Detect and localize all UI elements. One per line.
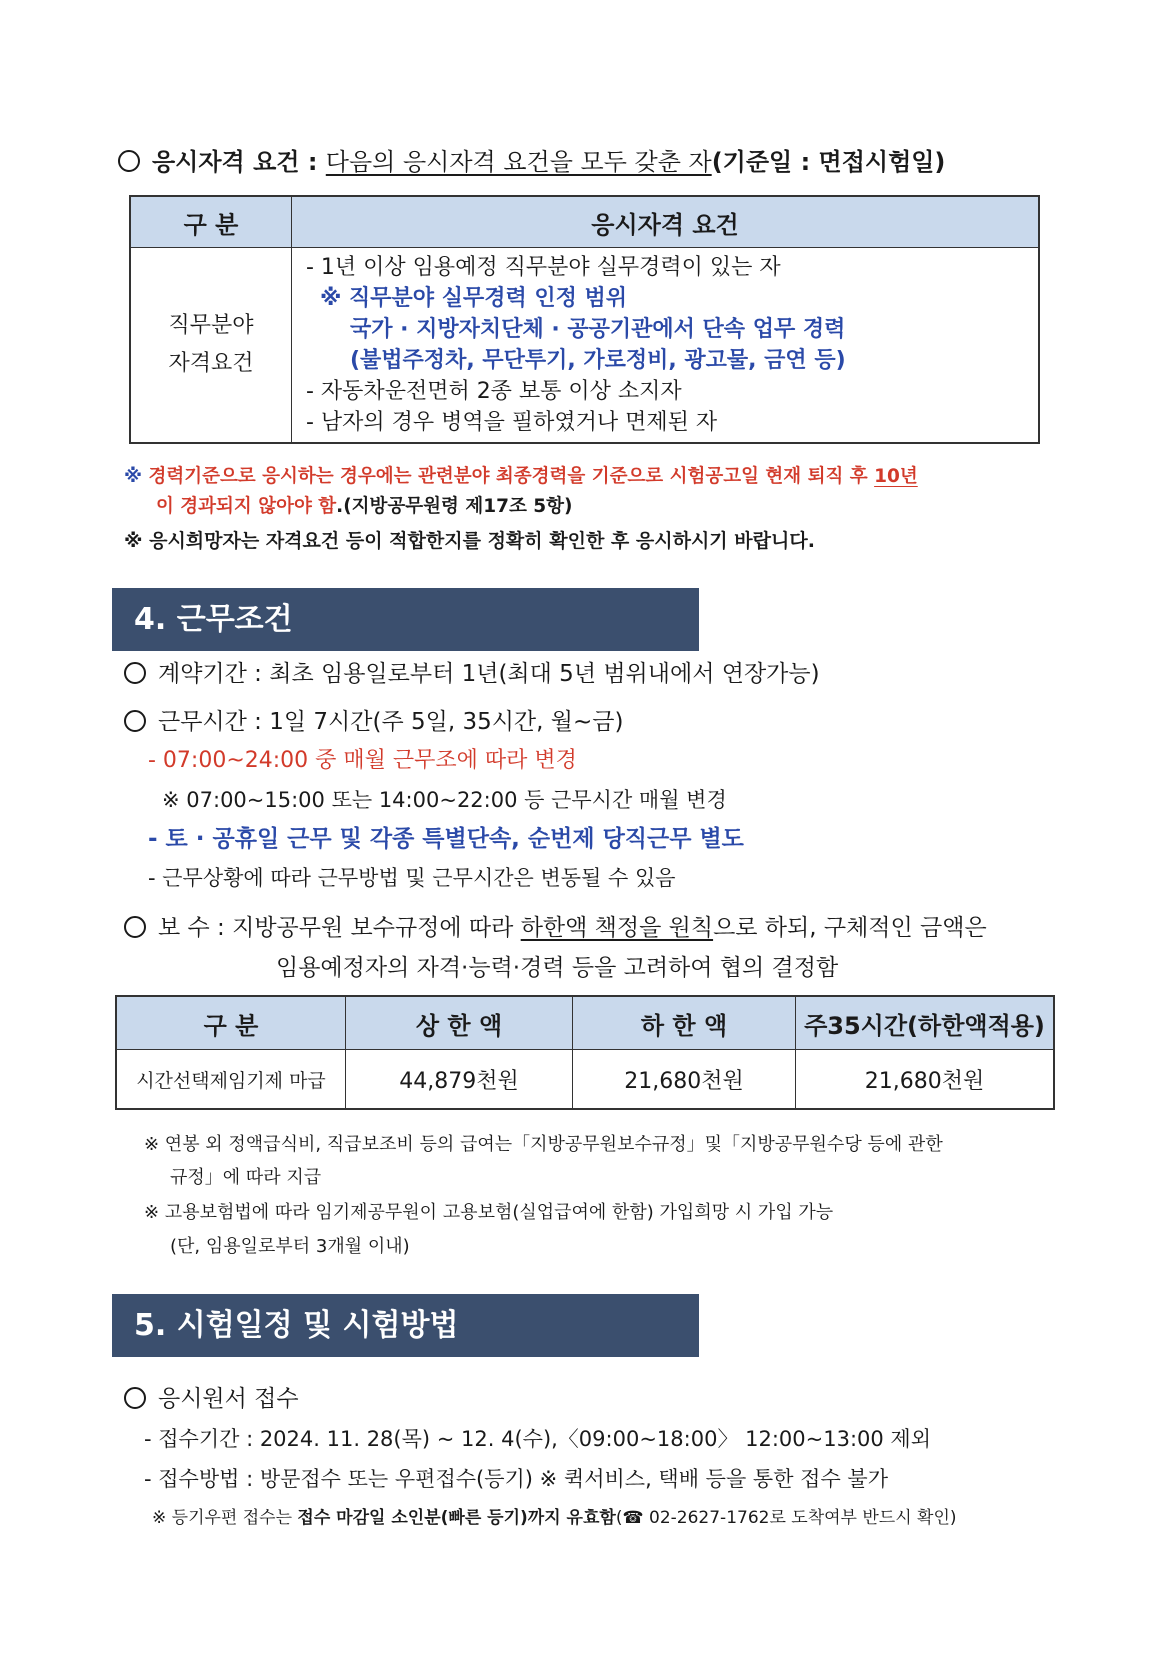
pay-table (115, 995, 1055, 1110)
circle-bullet-icon (124, 916, 146, 938)
qualification-heading: 응시자격 요건 : 다음의 응시자격 요건을 모두 갖춘 자(기준일 : 면접시험일) (118, 147, 945, 177)
pay-cell-upper: 44,879천원 (346, 1050, 573, 1110)
work-hours-shift: - 07:00~24:00 중 매월 근무조에 따라 변경 (148, 748, 577, 773)
table-row (116, 1050, 1054, 1110)
circle-bullet-icon (118, 150, 140, 172)
application-method: - 접수방법 : 방문접수 또는 우편접수(등기) ※ 퀵서비스, 택배 등을 통한 접수 불가 (144, 1467, 888, 1491)
pay-line: 보 수 : 지방공무원 보수규정에 따라 하한액 책정을 원칙으로 하되, 구체적인 금액은 (124, 913, 987, 943)
pay-note-1-line2: 규정」에 따라 지급 (170, 1167, 322, 1188)
pay-note-2: ※ 고용보험법에 따라 임기제공무원이 고용보험(실업급여에 한함) 가입희망 시 가입 가능 (144, 1202, 834, 1223)
pay-header-weekly: 주35시간(하한액적용) (796, 996, 1055, 1050)
requirement-line: 국가 · 지방자치단체 · 공공기관에서 단속 업무 경력 (350, 317, 846, 342)
row-label: 직무분야 자격요건 (130, 248, 292, 444)
career-note-line2: 이 경과되지 않아야 함.(지방공무원령 제17조 5항) (156, 496, 573, 517)
requirement-line: (불법주정차, 무단투기, 가로정비, 광고물, 금연 등) (350, 348, 846, 373)
qualification-heading-underlined: 다음의 응시자격 요건을 모두 갖춘 자 (325, 148, 712, 176)
table-header-requirements: 응시자격 요건 (292, 196, 1040, 248)
pay-header-lower: 하 한 액 (573, 996, 796, 1050)
requirement-line: - 남자의 경우 병역을 필하였거나 면제된 자 (306, 410, 718, 435)
pay-header-category: 구 분 (116, 996, 346, 1050)
section-5-title: 5. 시험일정 및 시험방법 (112, 1294, 699, 1357)
pay-line-2: 임용예정자의 자격·능력·경력 등을 고려하여 협의 결정함 (276, 955, 839, 981)
career-note: ※ 경력기준으로 응시하는 경우에는 관련분야 최종경력을 기준으로 시험공고일 현재 퇴직 후 10년 (124, 466, 918, 487)
requirement-line: ※ 직무분야 실무경력 인정 범위 (320, 286, 628, 311)
work-hours-change: - 근무상황에 따라 근무방법 및 근무시간은 변동될 수 있음 (148, 866, 676, 890)
work-hours: 근무시간 : 1일 7시간(주 5일, 35시간, 월~금) (124, 707, 623, 737)
application-heading: 응시원서 접수 (124, 1384, 299, 1414)
table-header-category: 구 분 (130, 196, 292, 248)
requirement-line: - 1년 이상 임용예정 직무분야 실무경력이 있는 자 (306, 255, 781, 280)
requirements-cell (292, 248, 1040, 444)
pay-note-1: ※ 연봉 외 정액급식비, 직급보조비 등의 급여는「지방공무원보수규정」및「지방공무원수당 등에 관한 (144, 1134, 943, 1155)
pay-note-2-line2: (단, 임용일로부터 3개월 이내) (170, 1236, 410, 1257)
pay-cell-lower: 21,680천원 (573, 1050, 796, 1110)
work-hours-weekend: - 토 · 공휴일 근무 및 각종 특별단속, 순번제 당직근무 별도 (148, 826, 744, 852)
pay-header-upper: 상 한 액 (346, 996, 573, 1050)
registered-mail-note: ※ 등기우편 접수는 접수 마감일 소인분(빠른 등기)까지 유효함(☎ 02-2627-1762로 도착여부 반드시 확인) (152, 1508, 957, 1528)
pay-cell-grade: 시간선택제임기제 마급 (116, 1050, 346, 1110)
qualification-table (129, 195, 1040, 444)
pay-cell-weekly: 21,680천원 (796, 1050, 1055, 1110)
contract-period: 계약기간 : 최초 임용일로부터 1년(최대 5년 범위내에서 연장가능) (124, 659, 820, 689)
circle-bullet-icon (124, 710, 146, 732)
section-4-title: 4. 근무조건 (112, 588, 699, 651)
circle-bullet-icon (124, 1387, 146, 1409)
requirement-line: - 자동차운전면허 2종 보통 이상 소지자 (306, 379, 682, 404)
application-period: - 접수기간 : 2024. 11. 28(목) ~ 12. 4(수),〈09:00~18:00〉 12:00~13:00 제외 (144, 1427, 931, 1451)
applicant-note: ※ 응시희망자는 자격요건 등이 적합한지를 정확히 확인한 후 응시하시기 바랍니다. (124, 530, 815, 552)
circle-bullet-icon (124, 662, 146, 684)
work-hours-note: ※ 07:00~15:00 또는 14:00~22:00 등 근무시간 매월 변경 (162, 788, 727, 812)
